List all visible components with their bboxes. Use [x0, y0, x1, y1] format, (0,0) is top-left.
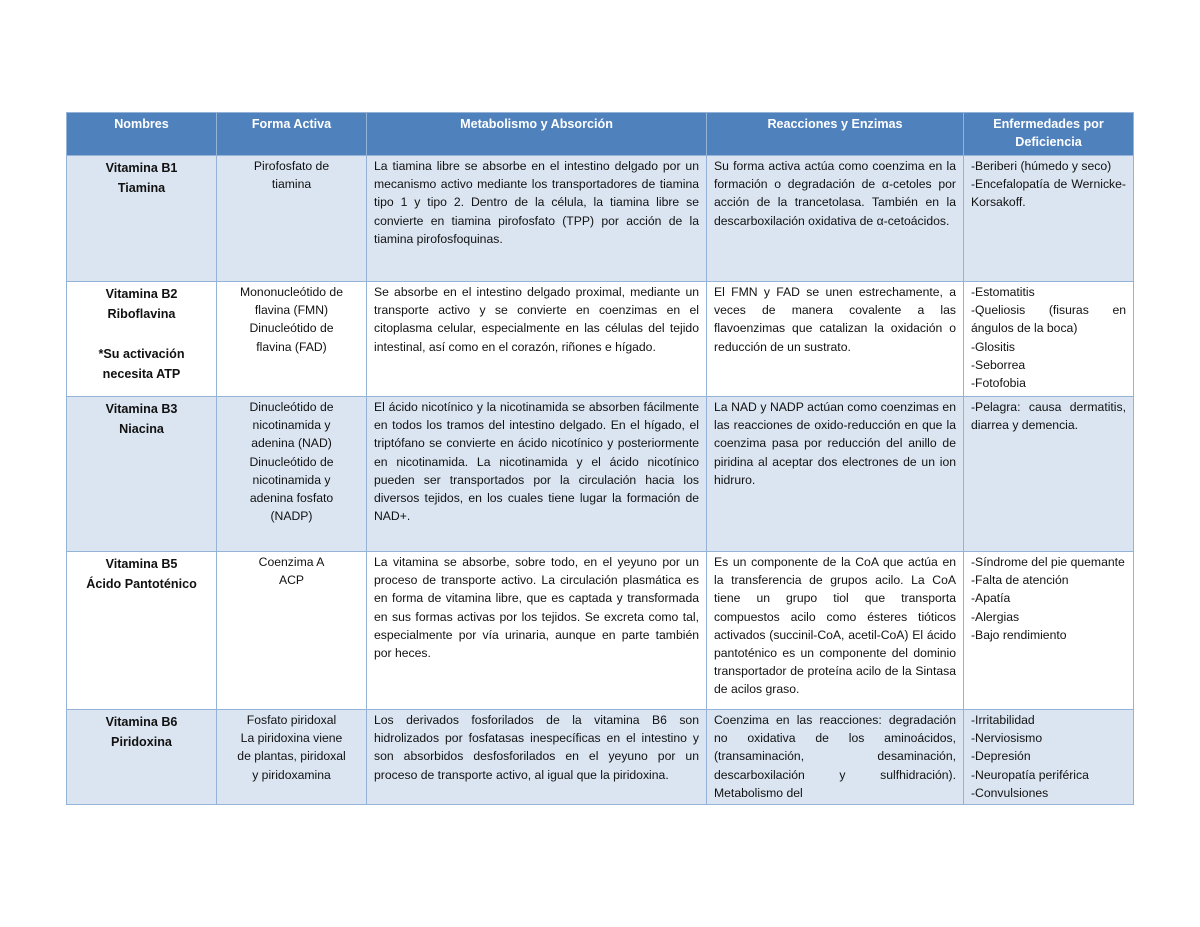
- vitamin-name-cell: [67, 397, 217, 552]
- disease-item: -Alergias: [971, 609, 1020, 624]
- reactions-cell: La NAD y NADP actúan como coenzimas en las reacciones de oxido-reducción en que la coenzima pasa por reducción del anillo de piridina al aceptar dos electrones de un ion hidruro.: [707, 397, 964, 552]
- diseases-cell: [964, 397, 1134, 552]
- table-header-row: [67, 113, 1134, 156]
- active-form-line: Pirofosfato de: [253, 159, 330, 173]
- active-form-line: La piridoxina viene: [240, 731, 343, 746]
- active-form-line: nicotinamida y: [252, 472, 331, 487]
- metabolism-cell: El ácido nicotínico y la nicotinamida se absorben fácilmente en todos los tramos del intestino delgado. En el hígado, el triptófano se convierte en ácido nicotínico y posteriormente en nicotinamida. La nicotinamida y el ácido nicotínico pueden ser transportados por la circulación hacia los diversos tejidos, en los cuales tiene lugar la formación de NAD+.: [367, 397, 707, 552]
- disease-item: -Queliosis (fisuras en ángulos de la boca): [971, 303, 1126, 336]
- disease-item: -Bajo rendimiento: [971, 627, 1067, 642]
- header-reacciones: Reacciones y Enzimas: [707, 113, 964, 156]
- diseases-cell: [964, 552, 1134, 710]
- disease-item: -Apatía: [971, 591, 1011, 606]
- metabolism-cell: Se absorbe en el intestino delgado proximal, mediante un transporte activo y se convierte en coenzimas en el citoplasma celular, especialmente en las células del tejido intestinal, así como en el corazón, riñones e hígado.: [367, 282, 707, 397]
- header-metabolismo: Metabolismo y Absorción: [367, 113, 707, 156]
- vitamin-name-cell: [67, 552, 217, 710]
- table-row-b3: [67, 397, 1134, 552]
- active-form-cell: [217, 710, 367, 805]
- disease-item: -Beriberi (húmedo y seco): [971, 159, 1112, 173]
- disease-item: -Pelagra: causa dermatitis, diarrea y demencia.: [971, 400, 1126, 433]
- vitamin-name: Vitamina B2: [105, 287, 178, 301]
- disease-item: -Irritabilidad: [971, 713, 1035, 727]
- active-form-line: Fosfato piridoxal: [246, 713, 337, 727]
- vitamin-name: Vitamina B6: [105, 715, 178, 729]
- vitamin-common-name: Riboflavina: [107, 307, 176, 321]
- diseases-cell: [964, 156, 1134, 282]
- disease-item: -Encefalopatía de Wernicke-Korsakoff.: [971, 177, 1126, 210]
- active-form-line: de plantas, piridoxal: [237, 749, 346, 764]
- active-form-line: Coenzima A: [258, 555, 325, 569]
- active-form-line: Dinucleótido de: [249, 400, 334, 414]
- disease-item: -Síndrome del pie quemante: [971, 555, 1125, 569]
- metabolism-cell: La vitamina se absorbe, sobre todo, en el yeyuno por un proceso de transporte activo. La circulación plasmática es en forma de vitamina libre, que es captada y transformada en sus formas activas por los tejidos. Se excreta como tal, especialmente por vía urinaria, aunque en parte también por heces.: [367, 552, 707, 710]
- metabolism-cell: Los derivados fosforilados de la vitamina B6 son hidrolizados por fosfatasas inespecíficas en el intestino y son absorbidos desfosforilados en el yeyuno por un proceso de transporte activo, al igual que la piridoxina.: [367, 710, 707, 805]
- vitamin-common-name: Piridoxina: [111, 735, 172, 749]
- table-row-b5: [67, 552, 1134, 710]
- active-form-line: Mononucleótido de: [240, 285, 343, 299]
- vitamin-name-cell: [67, 710, 217, 805]
- diseases-cell: [964, 710, 1134, 805]
- reactions-cell: El FMN y FAD se unen estrechamente, a veces de manera covalente a las flavoenzimas que catalizan la oxidación o reducción de un sustrato.: [707, 282, 964, 397]
- disease-item: -Falta de atención: [971, 573, 1069, 588]
- vitamin-common-name: Ácido Pantoténico: [86, 577, 197, 591]
- disease-item: -Nerviosismo: [971, 731, 1043, 746]
- vitamin-name: Vitamina B5: [105, 557, 178, 571]
- active-form-line: y piridoxamina: [252, 767, 331, 782]
- table-row-b6: [67, 710, 1134, 805]
- disease-item: -Seborrea: [971, 357, 1026, 372]
- disease-item: -Depresión: [971, 749, 1031, 764]
- diseases-cell: [964, 282, 1134, 397]
- disease-item: -Glositis: [971, 339, 1016, 354]
- active-form-line: nicotinamida y: [252, 418, 331, 433]
- vitamin-table: [66, 112, 1134, 805]
- active-form-line: adenina (NAD): [251, 436, 332, 451]
- reactions-cell: Es un componente de la CoA que actúa en la transferencia de grupos acilo. La CoA tiene un grupo tiol que transporta compuestos acilo como ésteres tióticos activados (succinil-CoA, acetil-CoA) El ácido pantoténico es un componente del dominio transportador de proteína acilo de la Sintasa de acilos graso.: [707, 552, 964, 710]
- table-row-b1: [67, 156, 1134, 282]
- active-form-line: adenina fosfato: [249, 491, 334, 506]
- vitamin-common-name: Tiamina: [117, 181, 166, 195]
- active-form-line: flavina (FAD): [256, 339, 327, 354]
- reactions-cell: Su forma activa actúa como coenzima en la formación o degradación de α-cetoles por acción de la trancetolasa. También en la descarboxilación oxidativa de α-cetoácidos.: [707, 156, 964, 282]
- vitamin-name: Vitamina B1: [105, 161, 178, 175]
- disease-item: -Neuropatía periférica: [971, 767, 1089, 782]
- active-form-line: Dinucleótido de: [249, 454, 334, 469]
- vitamin-common-name: Niacina: [119, 422, 164, 436]
- active-form-cell: [217, 156, 367, 282]
- header-nombres: Nombres: [67, 113, 217, 156]
- metabolism-cell: La tiamina libre se absorbe en el intestino delgado por un mecanismo activo mediante los transportadores de tiamina tipo 1 y tipo 2. Dentro de la célula, la tiamina libre se convierte en tiamina pirofosfato (TPP) por acción de la tiamina pirofosfoquinas.: [367, 156, 707, 282]
- vitamin-note: *Su activación necesita ATP: [98, 347, 185, 381]
- active-form-line: flavina (FMN): [254, 303, 329, 318]
- disease-item: -Fotofobia: [971, 376, 1026, 391]
- header-forma-activa: Forma Activa: [217, 113, 367, 156]
- active-form-cell: [217, 397, 367, 552]
- disease-item: -Estomatitis: [971, 285, 1035, 299]
- table-row-b2: [67, 282, 1134, 397]
- active-form-line: Dinucleótido de: [249, 321, 334, 336]
- vitamin-name-cell: [67, 156, 217, 282]
- reactions-cell: Coenzima en las reacciones: degradación no oxidativa de los aminoácidos, (transaminación, desaminación, descarboxilación y sulfhidración). Metabolismo del: [707, 710, 964, 805]
- active-form-line: ACP: [278, 573, 305, 588]
- header-enfermedades: Enfermedades por Deficiencia: [964, 113, 1134, 156]
- active-form-cell: [217, 282, 367, 397]
- vitamin-name: Vitamina B3: [105, 402, 178, 416]
- vitamin-name-cell: [67, 282, 217, 397]
- active-form-line: (NADP): [270, 509, 313, 524]
- active-form-line: tiamina: [271, 177, 312, 192]
- active-form-cell: [217, 552, 367, 710]
- disease-item: -Convulsiones: [971, 785, 1049, 800]
